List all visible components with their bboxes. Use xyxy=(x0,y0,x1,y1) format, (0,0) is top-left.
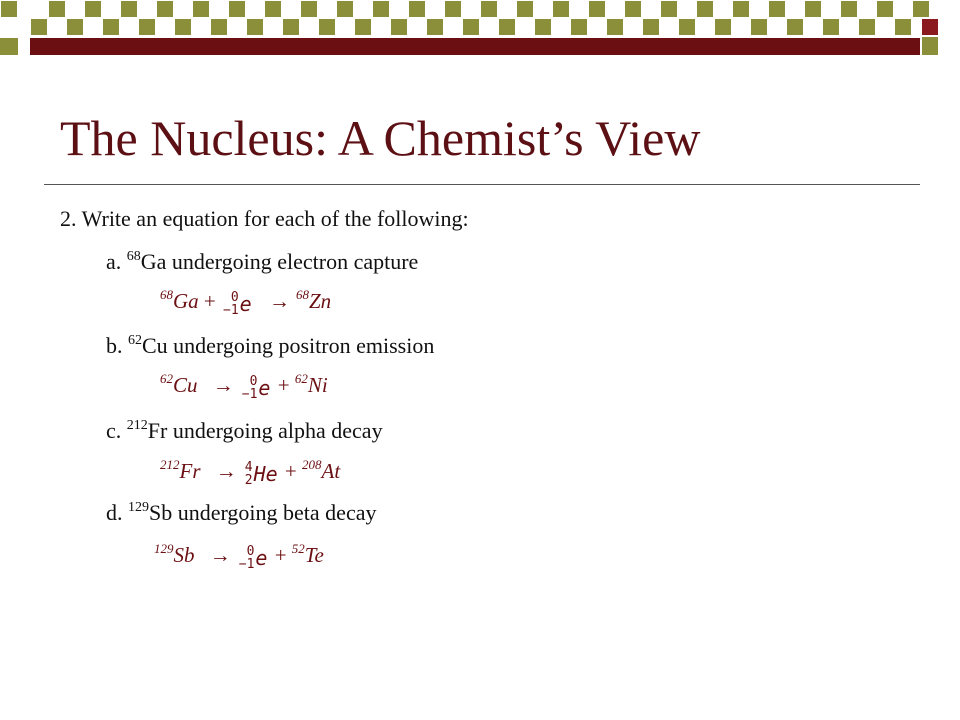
deco-square xyxy=(192,0,210,18)
item-description: Sb undergoing beta decay xyxy=(149,500,377,525)
deco-square xyxy=(228,0,246,18)
item-description: Ga undergoing electron capture xyxy=(140,249,419,274)
deco-square xyxy=(174,18,192,36)
reactant-mass: 212 xyxy=(160,457,180,472)
deco-square xyxy=(30,18,48,36)
deco-square xyxy=(786,18,804,36)
deco-square xyxy=(264,0,282,18)
item-b xyxy=(106,333,434,359)
product-symbol: Ni xyxy=(307,373,328,397)
deco-square xyxy=(336,0,354,18)
deco-square xyxy=(606,18,624,36)
product-mass: 68 xyxy=(295,287,309,302)
item-a xyxy=(106,249,418,275)
deco-square xyxy=(804,0,822,18)
deco-square xyxy=(120,0,138,18)
deco-square xyxy=(0,0,18,18)
deco-square xyxy=(210,18,228,36)
deco-square xyxy=(48,0,66,18)
particle-symbol: e xyxy=(255,546,268,571)
product-mass: 208 xyxy=(302,457,322,472)
arrow-icon: → xyxy=(212,373,234,397)
deco-square xyxy=(282,18,300,36)
deco-square xyxy=(426,18,444,36)
deco-square xyxy=(921,36,939,56)
particle-top: 0 xyxy=(246,544,255,560)
reactant-symbol: Ga xyxy=(173,289,199,313)
deco-square xyxy=(318,18,336,36)
deco-square xyxy=(660,0,678,18)
deco-square xyxy=(642,18,660,36)
deco-square xyxy=(876,0,894,18)
deco-square xyxy=(84,0,102,18)
reactant-symbol: Cu xyxy=(173,373,198,397)
deco-square xyxy=(858,18,876,36)
deco-square xyxy=(498,18,516,36)
deco-square xyxy=(354,18,372,36)
reactant-mass: 129 xyxy=(154,541,174,556)
deco-square xyxy=(66,18,84,36)
product-mass: 62 xyxy=(294,371,308,386)
reactant-mass: 68 xyxy=(160,287,173,302)
equation-c xyxy=(160,458,340,487)
deco-square xyxy=(570,18,588,36)
item-description: Cu undergoing positron emission xyxy=(142,333,435,358)
arrow-icon: → xyxy=(215,459,237,483)
deco-square xyxy=(480,0,498,18)
particle-notation xyxy=(223,289,252,317)
particle-notation xyxy=(242,373,271,401)
equation-a xyxy=(160,288,331,317)
product-symbol: At xyxy=(321,459,341,483)
deco-square xyxy=(894,18,912,36)
equation-b xyxy=(160,372,328,401)
mass-number: 68 xyxy=(126,249,141,264)
deco-square xyxy=(840,0,858,18)
particle-notation xyxy=(245,459,278,487)
deco-square xyxy=(534,18,552,36)
deco-square xyxy=(516,0,534,18)
deco-band-olive xyxy=(0,38,18,55)
particle-symbol: e xyxy=(258,376,271,401)
deco-square xyxy=(678,18,696,36)
reactant-mass: 62 xyxy=(160,371,173,386)
deco-square xyxy=(408,0,426,18)
item-letter: a. xyxy=(106,249,122,274)
particle-bottom: −1 xyxy=(223,303,239,319)
particle-top: 0 xyxy=(230,290,239,306)
product-symbol: Zn xyxy=(308,289,332,313)
item-letter: c. xyxy=(106,418,122,443)
deco-square xyxy=(732,0,750,18)
particle-bottom: −1 xyxy=(241,387,258,403)
deco-square xyxy=(444,0,462,18)
particle-symbol: e xyxy=(239,292,252,317)
deco-square xyxy=(768,0,786,18)
slide-title: The Nucleus: A Chemist’s View xyxy=(60,110,701,166)
reactant-symbol: Sb xyxy=(173,543,195,567)
deco-square xyxy=(552,0,570,18)
title-divider xyxy=(44,184,920,185)
particle-notation xyxy=(239,543,268,571)
deco-square-red xyxy=(921,18,939,36)
mass-number: 62 xyxy=(128,333,142,348)
arrow-icon: → xyxy=(268,289,290,313)
deco-square xyxy=(750,18,768,36)
deco-square xyxy=(714,18,732,36)
reactant-symbol: Fr xyxy=(179,459,201,483)
item-description: Fr undergoing alpha decay xyxy=(147,418,383,443)
equation-d xyxy=(154,542,324,571)
particle-top: 4 xyxy=(244,460,253,476)
deco-square xyxy=(588,0,606,18)
item-letter: b. xyxy=(106,333,123,358)
deco-square xyxy=(372,0,390,18)
particle-bottom: −1 xyxy=(238,557,255,573)
deco-square xyxy=(390,18,408,36)
plus-sign: + xyxy=(274,543,287,567)
slide-header-decoration xyxy=(0,0,960,70)
particle-top: 0 xyxy=(249,374,258,390)
deco-square xyxy=(156,0,174,18)
deco-square xyxy=(696,0,714,18)
particle-bottom: 2 xyxy=(244,473,253,489)
item-c xyxy=(106,418,383,444)
item-d xyxy=(106,500,376,526)
plus-sign: + xyxy=(277,373,290,397)
item-letter: d. xyxy=(106,500,123,525)
question-text: 2. Write an equation for each of the following: xyxy=(60,206,469,231)
mass-number: 212 xyxy=(126,418,148,433)
arrow-icon: → xyxy=(209,543,231,567)
product-symbol: Te xyxy=(304,543,324,567)
plus-sign: + xyxy=(284,459,297,483)
deco-square xyxy=(822,18,840,36)
mass-number: 129 xyxy=(128,500,149,515)
deco-square xyxy=(102,18,120,36)
deco-square xyxy=(462,18,480,36)
deco-square xyxy=(138,18,156,36)
product-mass: 52 xyxy=(291,541,305,556)
plus-sign: + xyxy=(203,289,216,313)
deco-band xyxy=(30,38,920,55)
deco-square xyxy=(624,0,642,18)
deco-square xyxy=(246,18,264,36)
deco-square xyxy=(912,0,930,18)
deco-square xyxy=(300,0,318,18)
particle-symbol: He xyxy=(253,462,278,487)
